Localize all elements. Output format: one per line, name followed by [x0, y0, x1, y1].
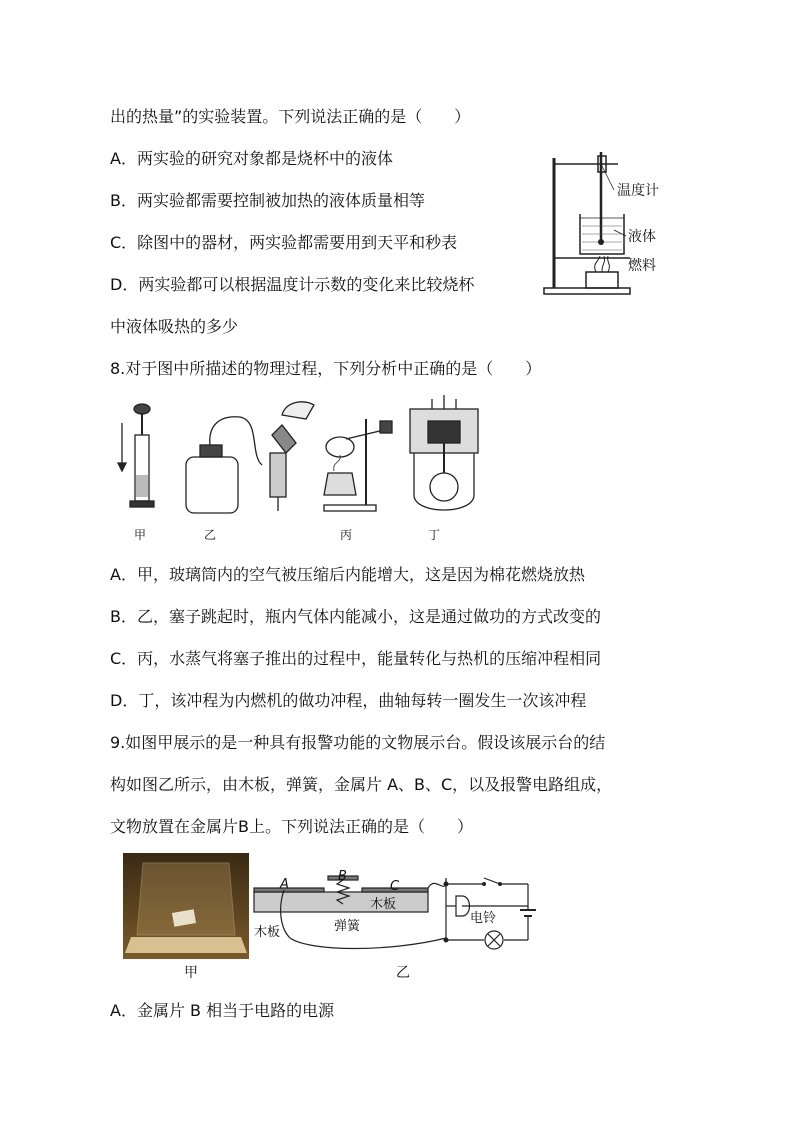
q9-stem-line-3: 文物放置在金属片B上。下列说法正确的是（ ）: [110, 817, 473, 836]
fig-ding-engine: [410, 395, 478, 510]
q8-option-a: A．甲，玻璃筒内的空气被压缩后内能增大，这是因为棉花燃烧放热: [110, 565, 585, 584]
q9-stem-line-1: 9.如图甲展示的是一种具有报警功能的文物展示台。假设该展示台的结: [110, 733, 606, 752]
q8-label-ding: 丁: [428, 528, 441, 542]
q9-label-B: B: [338, 869, 347, 884]
q8-label-jia: 甲: [134, 528, 147, 542]
q9-label-C: C: [390, 879, 400, 894]
fig-jia-cylinder: [118, 404, 154, 507]
q8-label-bing: 丙: [340, 528, 353, 542]
q7-label-liquid: 液体: [628, 229, 656, 245]
q9-label-spring: 弹簧: [334, 919, 361, 934]
q7-option-d-cont: 中液体吸热的多少: [110, 317, 239, 336]
fig-bing-flask: [324, 419, 392, 511]
q9-label-jia: 甲: [184, 965, 198, 981]
thermometer-bulb: [598, 239, 604, 245]
q9-stem-line-2: 构如图乙所示，由木板，弹簧，金属片 A、B、C，以及报警电路组成，: [110, 775, 613, 794]
q9-option-a: A．金属片 B 相当于电路的电源: [110, 1001, 335, 1020]
q9-label-board-top: 木板: [370, 897, 397, 912]
q9-display-case-photo: [123, 853, 249, 959]
q8-label-yi: 乙: [204, 528, 217, 542]
q9-label-A: A: [280, 877, 289, 892]
q8-figures: [110, 395, 480, 520]
q8-option-c: C．丙，水蒸气将塞子推出的过程中，能量转化与热机的压缩冲程相同: [110, 649, 602, 668]
q8-option-b: B．乙，塞子跳起时，瓶内气体内能减小，这是通过做功的方式改变的: [110, 607, 601, 626]
q9-circuit-diagram: [250, 868, 550, 960]
fig-yi-bottle-pump: [186, 402, 314, 513]
q9-label-bell: 电铃: [470, 911, 497, 926]
q7-option-b: B．两实验都需要控制被加热的液体质量相等: [110, 191, 425, 210]
q7-stem-tail: 出的热量”的实验装置。下列说法正确的是（ ）: [110, 107, 471, 126]
q7-label-thermometer: 温度计: [617, 183, 659, 199]
q7-label-fuel: 燃料: [628, 258, 656, 274]
q7-option-d: D．两实验都可以根据温度计示数的变化来比较烧杯: [110, 275, 475, 294]
q7-option-a: A．两实验的研究对象都是烧杯中的液体: [110, 149, 393, 168]
q9-label-board-left: 木板: [254, 925, 281, 940]
q7-option-c: C．除图中的器材，两实验都需要用到天平和秒表: [110, 233, 458, 252]
q8-stem: 8.对于图中所描述的物理过程，下列分析中正确的是（ ）: [110, 359, 542, 378]
q7-apparatus-figure: [540, 150, 670, 300]
q8-option-d: D．丁，该冲程为内燃机的做功冲程，曲轴每转一圈发生一次该冲程: [110, 691, 587, 710]
q9-label-yi: 乙: [396, 965, 410, 981]
